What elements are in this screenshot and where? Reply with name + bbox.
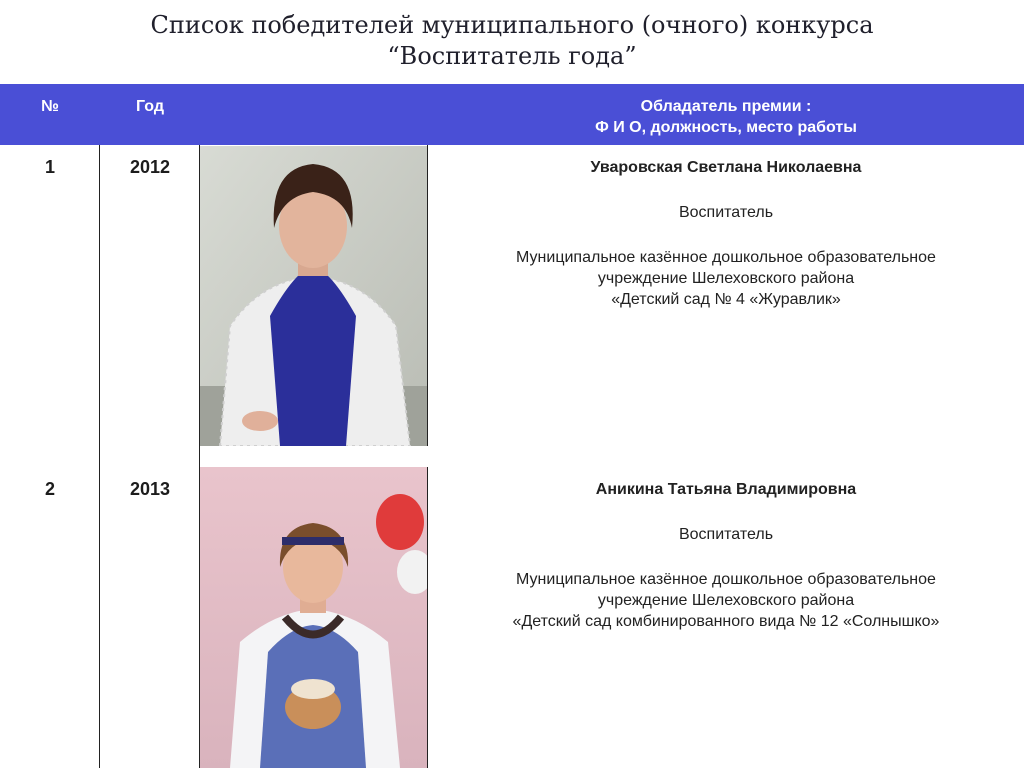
row-year: 2012 — [129, 157, 171, 177]
title-line-1: Список победителей муниципального (очного) конкурса — [150, 11, 874, 39]
winner-position: Воспитатель — [678, 526, 774, 543]
org-line: Муниципальное казённое дошкольное образовательное — [516, 571, 936, 588]
page-title — [0, 10, 1024, 72]
header-winner — [428, 96, 1024, 138]
column-divider — [99, 145, 100, 768]
winner-photo — [200, 467, 427, 768]
row-number: 1 — [44, 157, 55, 177]
header-winner-line-1: Обладатель премии : — [640, 98, 812, 115]
header-num: № — [41, 98, 59, 115]
org-line: учреждение Шелеховского района — [597, 270, 855, 287]
winner-photo — [200, 146, 427, 446]
winner-organization — [428, 569, 1024, 632]
org-line: Муниципальное казённое дошкольное образовательное — [516, 249, 936, 266]
table-header — [0, 84, 1024, 145]
title-line-2: “Воспитатель года” — [387, 42, 637, 70]
org-line: учреждение Шелеховского района — [597, 592, 855, 609]
org-line: «Детский сад № 4 «Журавлик» — [611, 291, 841, 308]
winner-name: Уваровская Светлана Николаевна — [590, 159, 862, 176]
winner-info — [428, 157, 1024, 310]
header-year: Год — [136, 98, 164, 115]
row-year: 2013 — [129, 479, 171, 499]
row-number: 2 — [44, 479, 55, 499]
org-line: «Детский сад комбинированного вида № 12 «Солнышко» — [512, 613, 940, 630]
winner-organization — [428, 247, 1024, 310]
winner-name: Аникина Татьяна Владимировна — [595, 481, 857, 498]
winner-info — [428, 479, 1024, 632]
winner-position: Воспитатель — [678, 204, 774, 221]
header-winner-line-2: Ф И О, должность, место работы — [595, 119, 857, 136]
